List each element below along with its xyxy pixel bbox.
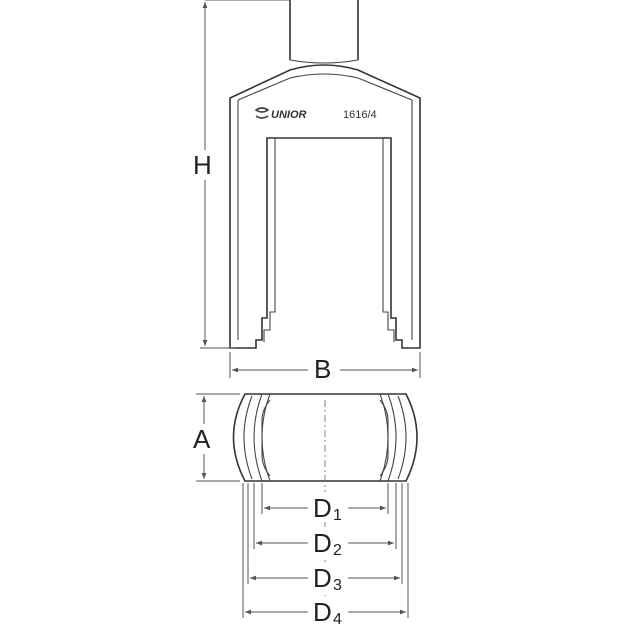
dimension-A-label: A — [193, 424, 211, 454]
dimension-D2 — [256, 527, 394, 559]
ring-right-groove — [380, 394, 406, 481]
model-number: 1616/4 — [343, 109, 377, 121]
unior-logo-mark-icon — [256, 108, 268, 118]
dimension-D4-label: D — [313, 597, 332, 627]
dimension-D3-index: 3 — [333, 577, 342, 594]
tool-side-edges — [238, 100, 412, 340]
fork-tool-view — [230, 0, 420, 348]
dimension-D3 — [250, 562, 400, 594]
tool-inner-slot — [264, 138, 394, 342]
ring-outer-outline — [234, 394, 418, 481]
dimension-D2-index: 2 — [333, 542, 342, 559]
tool-body-outline — [230, 65, 420, 348]
dimension-D4 — [245, 596, 406, 628]
dimension-B — [230, 352, 420, 384]
brand-label: UNIOR — [271, 109, 307, 121]
dimension-D3-label: D — [313, 563, 332, 593]
tool-chamfer-line — [238, 74, 412, 100]
dimension-D2-label: D — [313, 528, 332, 558]
unior-logo — [256, 108, 377, 121]
dimension-D1-index: 1 — [333, 507, 342, 524]
dimension-D4-index: 4 — [333, 611, 342, 628]
dimension-D1-label: D — [313, 493, 332, 523]
dimension-A — [188, 394, 240, 481]
tool-shank-ring — [290, 60, 358, 63]
ring-left-groove — [244, 394, 270, 481]
ring-right-bore — [380, 400, 388, 476]
dimension-H-label: H — [193, 150, 212, 180]
dimension-D1 — [264, 492, 386, 524]
tool-shank — [290, 0, 358, 60]
ring-left-bore — [262, 400, 270, 476]
dimension-B-label: B — [314, 354, 332, 384]
